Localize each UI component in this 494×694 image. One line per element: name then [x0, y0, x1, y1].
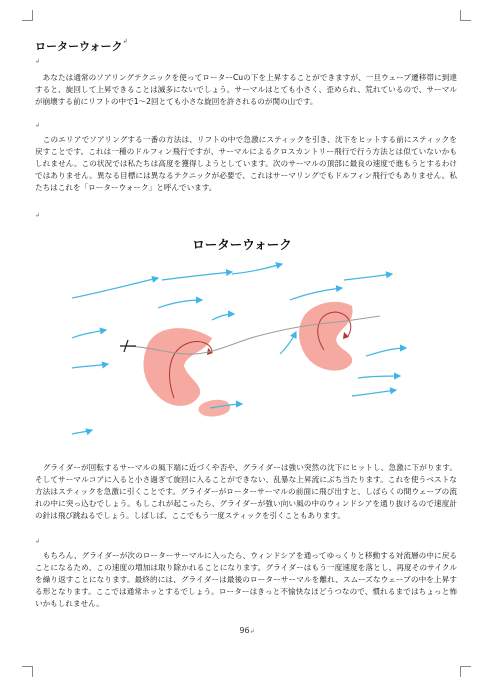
paragraph-1: あなたは通常のソアリングテクニックを使ってローターCuの下を上昇することができますが、一旦ウェーブ遷移帯に到達すると、旋回して上昇できることは滅多にないでしょう。サーマルはとても小さく、歪められ、荒れているので、サーマルが崩壊する前にリフトの中で1～2回とても小さな旋回を許されるのが関の山です。 [35, 73, 458, 106]
crop-mark-top-left [22, 10, 33, 21]
wind-arrow-icon [162, 272, 232, 280]
paragraph-2: このエリアでソアリングする一番の方法は、リフトの中で急激にスティックを引き、沈下をヒットする前にスティックを戻すことです。これは一種のドルフィン飛行ですが、サーマルによるクロスカントリー飛行で行う方法とは似ていないかもしれません。この状況では私たちは高度を獲得しようとしています。次のサーマルの頂部に最良の速度で進もうとするわけではありません。異なる目標には異なるテクニックが必要で、これはサーマリングでもドルフィン飛行でもありません。私たちはこれを「ローターウォーク」と呼んでいます。 [35, 135, 457, 192]
paragraph-4: もちろん、グライダーが次のローターサーマルに入ったら、ウィンドシアを通ってゆっくりと移動する対流層の中に戻ることになるため、この速度の増加は取り除かれることになります。グライダーはもう一度速度を落とし、再度そのサイクルを繰り返すことになります。最終的には、グライダーは最後のローターサーマルを離れ、スムーズなウェーブの中を上昇する形となります。ここでは通常ホッとするでしょう。ローターはきっと不愉快なほどうつなので、慣れるまではちょっと怖いかもしれません。 [35, 551, 457, 608]
wind-arrow-icon [366, 348, 406, 356]
rotor-walk-diagram [62, 228, 422, 450]
left-thermal-blob [144, 328, 212, 406]
rotor-walk-figure [62, 228, 422, 450]
wind-arrow-icon [232, 264, 282, 274]
paragraph-mark: ↲ [35, 58, 41, 65]
paragraph-3: グライダーが回転するサーマルの風下端に近づくや否や、グライダーは強い突然の沈下にヒットし、急激に下がります。そしてサーマルコアに入ると小さ過ぎて旋回に入ることができない、乱暴な上昇流にぶち当たります。これを使うベストな方法はスティックを急激に引くことです。グライダーがローターサーマルの前面に飛び出すと、しばらくの間ウェーブの流れの中に突っ込むでしょう。もしこれが起こったら、グライダーが強い向い風の中のウィンドシアを通り抜けるので速度計の針は飛び跳ねるでしょう。しばしば、ここでもう一度スティックを引くこともあります。 [35, 463, 457, 520]
wind-arrow-icon [290, 288, 342, 300]
wind-arrow-icon [352, 390, 396, 396]
wind-arrow-icon [72, 278, 158, 298]
wind-arrow-icon [158, 300, 202, 308]
wind-arrow-icon [280, 332, 296, 354]
figure-title: ローターウォーク [192, 238, 292, 252]
paragraph-mark: ↲ [35, 212, 41, 219]
crop-mark-top-right [460, 10, 471, 21]
crop-mark-bottom-left [22, 666, 33, 677]
crop-mark-bottom-right [460, 666, 471, 677]
wind-arrow-icon [212, 314, 234, 320]
small-thermal-blob [199, 400, 231, 417]
glider-icon [120, 340, 136, 352]
wind-arrow-icon [72, 364, 108, 368]
paragraph-mark: ↲ [35, 122, 41, 129]
paragraph-mark: ↲ [35, 538, 41, 545]
wind-arrow-icon [358, 376, 400, 378]
wind-arrow-icon [72, 430, 92, 434]
wind-arrow-icon [344, 274, 392, 280]
section-heading: ローターウォーク ↲ [35, 38, 128, 53]
page-number: 96↲ [239, 626, 255, 635]
wind-arrow-icon [72, 330, 106, 338]
